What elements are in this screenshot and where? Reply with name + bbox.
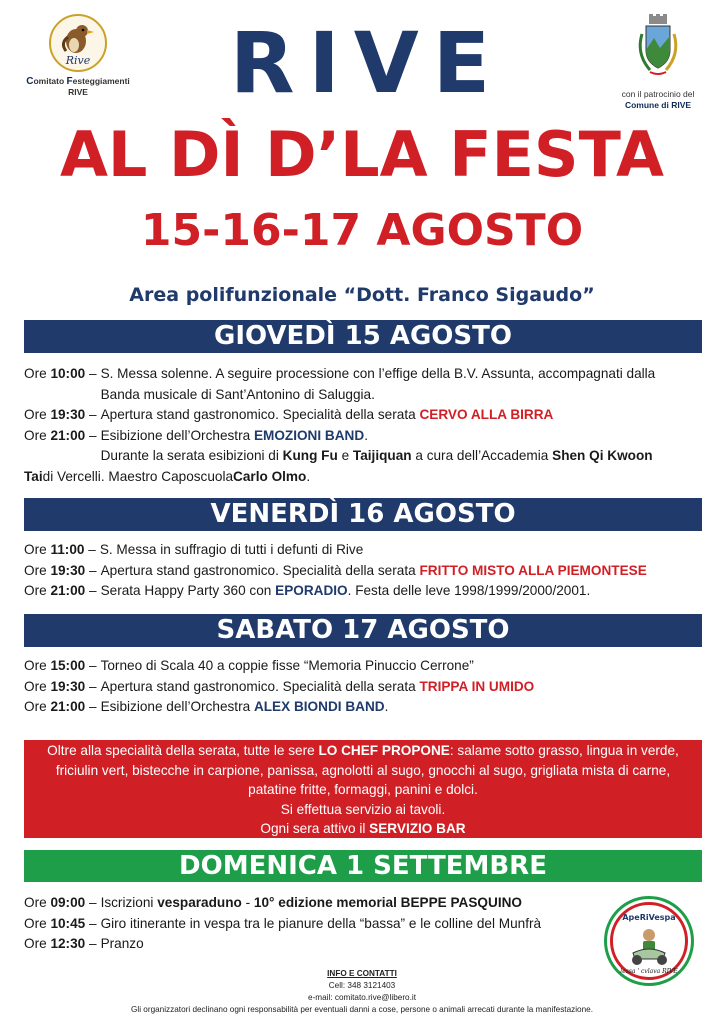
performer-name: ALEX BIONDI BAND — [253, 699, 385, 714]
item-description — [97, 405, 554, 426]
time-value: 12:30 — [50, 936, 86, 951]
ore-prefix: Ore — [24, 542, 51, 557]
program-item — [24, 405, 702, 426]
ore-prefix: Ore — [24, 658, 51, 673]
time-value: 11:00 — [50, 542, 85, 557]
caption-word-comitato: omitato — [33, 76, 67, 86]
ore-prefix: Ore — [24, 699, 51, 714]
separator: – — [85, 407, 97, 422]
ore-prefix: Ore — [24, 366, 51, 381]
separator: – — [85, 562, 97, 578]
caption-rive: RIVE — [68, 87, 88, 97]
ore-prefix: Ore — [24, 562, 51, 578]
program-item — [24, 581, 702, 602]
item-text: Esibizione dell’Orchestra — [100, 699, 254, 714]
day-header-sunday: DOMENICA 1 SETTEMBRE — [24, 850, 702, 882]
caption-initial-c: C — [26, 76, 34, 87]
time-value: 19:30 — [50, 407, 86, 422]
performer-name: EMOZIONI BAND — [253, 427, 365, 443]
bar-highlight: SERVIZIO BAR — [369, 821, 466, 836]
separator: – — [85, 583, 97, 598]
program-item — [24, 934, 604, 955]
contacts-heading: INFO E CONTATTI — [327, 969, 397, 978]
item-text-after: . Festa delle leve 1998/1999/2000/2001. — [347, 583, 591, 598]
phone-number: Cell: 348 3121403 — [328, 981, 396, 990]
item-description — [97, 697, 389, 718]
time-value: 21:00 — [50, 699, 86, 714]
time-value: 19:30 — [50, 678, 86, 694]
chef-proposals-box — [24, 740, 702, 838]
time-label — [24, 697, 97, 718]
time-label — [24, 364, 97, 405]
day-header-saturday: SABATO 17 AGOSTO — [24, 614, 702, 647]
item-text: Apertura stand gastronomico. Specialità della serata — [100, 562, 420, 578]
program-item — [24, 697, 702, 718]
item-text: - — [241, 895, 254, 910]
bar-text: Ogni sera attivo il — [260, 821, 370, 836]
event-title: AL DÌ D’LA FESTA — [59, 118, 665, 191]
note-bold: Taijiquan — [352, 448, 412, 463]
town-title: RIVE — [229, 14, 505, 112]
separator: – — [84, 542, 96, 557]
sunday-program — [24, 893, 604, 955]
program-item — [24, 656, 702, 677]
item-description — [97, 581, 591, 602]
program-item — [24, 914, 604, 935]
program-item — [24, 426, 702, 467]
item-text: Apertura stand gastronomico. Specialità della serata — [100, 678, 420, 694]
disclaimer-text: Gli organizzatori declinano ogni responsabilità per eventuali danni a cose, persone o animali arrecati durante la manifestazione. — [131, 1005, 593, 1014]
separator: – — [85, 699, 97, 714]
saturday-program — [24, 656, 702, 718]
item-text: Giro itinerante in vespa tra le pianure della “bassa” e le colline del Munfrà — [100, 915, 542, 931]
note-text: di Vercelli. Maestro Caposcuola — [42, 468, 234, 484]
time-value: 19:30 — [50, 562, 86, 578]
separator: – — [85, 915, 97, 931]
item-description — [97, 677, 535, 698]
chef-text: : salame sotto grasso, lingua in verde, — [449, 743, 679, 758]
performer-name: EPORADIO — [275, 583, 348, 598]
ore-prefix: Ore — [24, 427, 51, 443]
note-text: . — [306, 468, 311, 484]
item-text-after: . — [364, 427, 368, 443]
time-value: 15:00 — [50, 658, 86, 673]
time-label — [24, 934, 97, 955]
ore-prefix: Ore — [24, 936, 51, 951]
item-description — [97, 426, 653, 467]
separator: – — [85, 936, 97, 951]
time-value: 10:00 — [50, 366, 86, 381]
ore-prefix: Ore — [24, 678, 51, 694]
note-bold: Carlo Olmo — [233, 468, 307, 484]
time-label — [24, 656, 97, 677]
time-label — [24, 677, 97, 698]
item-description — [97, 893, 522, 914]
separator: – — [85, 678, 97, 694]
caption-word-festeggiamenti: esteggiamenti — [72, 76, 130, 86]
comune-line: Comune di RIVE — [624, 100, 692, 110]
patrocinio-line: con il patrocinio del — [621, 89, 695, 99]
chef-highlight: LO CHEF PROPONE — [318, 743, 450, 758]
dish-special: TRIPPA IN UMIDO — [419, 678, 535, 694]
time-value: 10:45 — [50, 915, 86, 931]
time-label — [24, 581, 97, 602]
ore-prefix: Ore — [24, 895, 51, 910]
caption-initial-f: F — [66, 76, 73, 87]
item-text: Esibizione dell’Orchestra — [100, 427, 254, 443]
time-label — [24, 426, 97, 467]
item-text: S. Messa in suffragio di tutti i defunti di Rive — [99, 542, 364, 557]
ore-prefix: Ore — [24, 915, 51, 931]
separator: – — [85, 427, 97, 443]
ore-prefix: Ore — [24, 583, 51, 598]
program-item — [24, 561, 702, 582]
time-value: 09:00 — [50, 895, 86, 910]
note-bold: Tai — [24, 468, 43, 484]
time-label — [24, 914, 97, 935]
item-description — [97, 561, 647, 582]
dish-special: CERVO ALLA BIRRA — [419, 407, 554, 422]
event-dates: 15-16-17 AGOSTO — [140, 205, 584, 256]
item-text-continued: Banda musicale di Sant’Antonino di Saluggia. — [100, 386, 375, 402]
logo-top-text: ApeRiVespa — [622, 913, 676, 922]
note-text: e — [337, 448, 353, 463]
item-text: S. Messa solenne. A seguire processione con l’effige della B.V. Assunta, accompagnati dalla — [100, 366, 656, 381]
time-value: 21:00 — [50, 427, 86, 443]
logo-script-text: Rive — [65, 54, 91, 67]
item-text: Pranzo — [100, 936, 144, 951]
friday-program — [24, 540, 702, 602]
note-text: Durante la serata esibizioni di — [100, 448, 283, 463]
chef-text: patatine fritte, formaggi, panini e dolci. — [248, 782, 478, 797]
time-label — [24, 561, 97, 582]
venue-line: Area polifunzionale “Dott. Franco Sigaudo” — [129, 284, 595, 306]
day-header-thursday: GIOVEDÌ 15 AGOSTO — [24, 320, 702, 353]
program-item — [24, 364, 702, 405]
day-header-friday: VENERDÌ 16 AGOSTO — [24, 498, 702, 531]
item-bold: vesparaduno — [157, 895, 242, 910]
separator: – — [85, 658, 97, 673]
separator: – — [85, 366, 97, 381]
chef-text: Oltre alla specialità della serata, tutte le sere — [47, 743, 319, 758]
item-bold: 10° edizione memorial BEPPE PASQUINO — [253, 895, 522, 910]
program-item — [24, 893, 604, 914]
time-label — [24, 893, 97, 914]
time-value: 21:00 — [50, 583, 86, 598]
email-address: e-mail: comitato.rive@libero.it — [308, 993, 416, 1002]
item-text: Apertura stand gastronomico. Specialità della serata — [100, 407, 420, 422]
contact-info — [0, 968, 724, 1016]
ore-prefix: Ore — [24, 407, 51, 422]
table-service-text: Si effettua servizio ai tavoli. — [280, 801, 446, 817]
time-label — [24, 405, 97, 426]
dish-special: FRITTO MISTO ALLA PIEMONTESE — [419, 562, 647, 578]
item-description — [97, 364, 656, 405]
item-text: Serata Happy Party 360 con — [100, 583, 276, 598]
program-item-continuation — [24, 467, 702, 488]
item-text-after: . — [384, 699, 389, 714]
note-text: a cura dell’Accademia — [411, 448, 553, 463]
note-bold: Kung Fu — [282, 448, 338, 463]
chef-text: friciulin vert, bistecche in carpione, panissa, agnolotti al sugo, gnocchi al sugo, grigliata mista di carne, — [55, 762, 671, 778]
item-text: Torneo di Scala 40 a coppie fisse “Memoria Pinuccio Cerrone” — [100, 658, 474, 673]
item-text: Iscrizioni — [100, 895, 158, 910]
logo-bottom-text: lessa ' cvlava RIVE — [620, 968, 678, 975]
thursday-program — [24, 364, 702, 487]
program-item — [24, 540, 702, 561]
note-bold: Shen Qi Kwoon — [552, 448, 653, 463]
separator: – — [85, 895, 97, 910]
program-item — [24, 677, 702, 698]
time-label — [24, 540, 96, 561]
